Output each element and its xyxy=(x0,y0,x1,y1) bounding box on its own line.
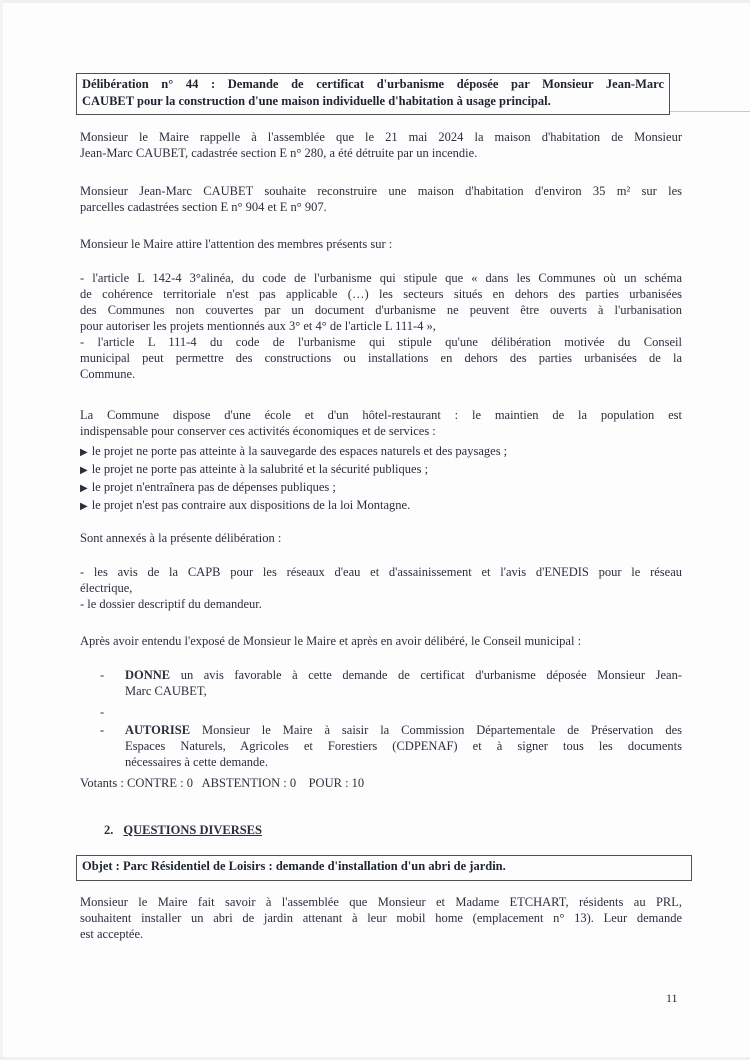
list-item xyxy=(80,443,682,461)
text-line: souhaitent installer un abri de jardin attenant à leur mobil home (emplacement n° 13). Leur demande xyxy=(80,911,682,925)
paragraph-attention xyxy=(80,236,682,252)
text-line: municipal peut permettre des constructions ou installations en dehors des parties urbanisées de la xyxy=(80,351,682,365)
text-line: - le dossier descriptif du demandeur. xyxy=(80,597,262,611)
annex-intro xyxy=(80,530,682,546)
section-heading xyxy=(104,822,262,838)
text-line: des Communes non couvertes par un document d'urbanisme ne peuvent être ouverts à l'urbanisation xyxy=(80,303,682,317)
object-header-box xyxy=(76,855,692,881)
text-line: pour autoriser les projets mentionnés aux 3° et 4° de l'article L 111-4 », xyxy=(80,319,436,333)
section-title: QUESTIONS DIVERSES xyxy=(123,823,262,837)
deliberation-header-box xyxy=(76,73,670,115)
list-item-text: le projet ne porte pas atteinte à la salubrité et la sécurité publiques ; xyxy=(91,462,429,476)
text-line: électrique, xyxy=(80,581,133,595)
scan-edge-left xyxy=(0,0,3,1060)
deliberation-title-line-2: CAUBET pour la construction d'une maison individuelle d'habitation à usage principal. xyxy=(82,94,551,108)
scan-edge-top xyxy=(0,0,750,3)
bullet-triangle-icon: ▶ xyxy=(80,483,88,494)
text-line: parcelles cadastrées section E n° 904 et E n° 907. xyxy=(80,200,327,214)
text-line: - l'article L 142-4 3°alinéa, du code de l'urbanisme qui stipule que « dans les Communes où un schéma xyxy=(80,271,682,285)
list-item xyxy=(80,479,682,497)
text-line: est acceptée. xyxy=(80,927,144,941)
text-line: Jean-Marc CAUBET, cadastrée section E n° 280, a été détruite par un incendie. xyxy=(80,146,478,160)
decision-verb: DONNE xyxy=(125,668,171,682)
text-line: - les avis de la CAPB pour les réseaux d'eau et d'assainissement et l'avis d'ENEDIS pour le réseau xyxy=(80,565,682,579)
text-line: Après avoir entendu l'exposé de Monsieur le Maire et après en avoir délibéré, le Conseil municipal : xyxy=(80,634,582,648)
annex-list xyxy=(80,564,682,612)
list-item xyxy=(80,497,682,515)
deliberation-title-line-1: Délibération n° 44 : Demande de certificat d'urbanisme déposée par Monsieur Jean-Marc xyxy=(82,77,664,91)
text-line xyxy=(125,722,682,738)
text-line: - l'article L 111-4 du code de l'urbanisme qui stipule qu'une délibération motivée du Conseil xyxy=(80,335,682,349)
vote-results: Votants : CONTRE : 0 ABSTENTION : 0 POUR : 10 xyxy=(80,776,365,790)
text-line: Marc CAUBET, xyxy=(125,684,207,698)
text-line: La Commune dispose d'une école et d'un hôtel-restaurant : le maintien de la population est xyxy=(80,408,682,422)
paragraph-decision-intro xyxy=(80,633,682,649)
dash-bullet: - xyxy=(100,705,105,719)
text-line: Monsieur le Maire fait savoir à l'assemblée que Monsieur et Madame ETCHART, résidents au PRL, xyxy=(80,895,682,909)
paragraph-reconstruction xyxy=(80,183,682,215)
section-number: 2. xyxy=(104,823,114,837)
decision-verb: AUTORISE xyxy=(125,723,191,737)
paragraph-prl xyxy=(80,894,682,942)
box-extension-line xyxy=(670,111,750,112)
text-line: Monsieur le Maire rappelle à l'assemblée que le 21 mai 2024 la maison d'habitation de Monsieur xyxy=(80,130,682,144)
text-line: Espaces Naturels, Agricoles et Forestiers (CDPENAF) et à signer tous les documents xyxy=(125,739,682,753)
dash-bullet: - xyxy=(100,723,105,737)
dash-bullet: - xyxy=(100,668,105,682)
page-number: 11 xyxy=(666,991,678,1005)
list-item-text: le projet n'entraînera pas de dépenses publiques ; xyxy=(91,480,336,494)
paragraph-fire xyxy=(80,129,682,161)
bullet-triangle-icon: ▶ xyxy=(80,447,88,458)
paragraph-articles xyxy=(80,270,682,382)
text-line: Monsieur Jean-Marc CAUBET souhaite reconstruire une maison d'habitation d'environ 35 m² sur les xyxy=(80,184,682,198)
list-item-text: le projet n'est pas contraire aux dispositions de la loi Montagne. xyxy=(91,498,411,512)
decision-text: un avis favorable à cette demande de certificat d'urbanisme déposée Monsieur Jean- xyxy=(170,668,682,682)
decision-item-autorise xyxy=(100,722,682,770)
paragraph-commune xyxy=(80,407,682,439)
decision-text: Monsieur le Maire à saisir la Commission Départementale de Préservation des xyxy=(190,723,682,737)
criteria-list xyxy=(80,443,682,515)
text-line: indispensable pour conserver ces activités économiques et de services : xyxy=(80,424,436,438)
text-line: Monsieur le Maire attire l'attention des membres présents sur : xyxy=(80,237,393,251)
list-item xyxy=(80,461,682,479)
text-line: nécessaires à cette demande. xyxy=(125,755,268,769)
text-line xyxy=(125,667,682,683)
bullet-triangle-icon: ▶ xyxy=(80,501,88,512)
bullet-triangle-icon: ▶ xyxy=(80,465,88,476)
text-line: Sont annexés à la présente délibération : xyxy=(80,531,282,545)
list-item-text: le projet ne porte pas atteinte à la sauvegarde des espaces naturels et des paysages ; xyxy=(91,444,508,458)
text-line: de cohérence territoriale n'est pas applicable (…) les secteurs situés en dehors des parties urbanisées xyxy=(80,287,682,301)
object-title: Objet : Parc Résidentiel de Loisirs : demande d'installation d'un abri de jardin. xyxy=(82,859,506,873)
text-line: Commune. xyxy=(80,367,136,381)
decision-item-donne xyxy=(100,667,682,699)
